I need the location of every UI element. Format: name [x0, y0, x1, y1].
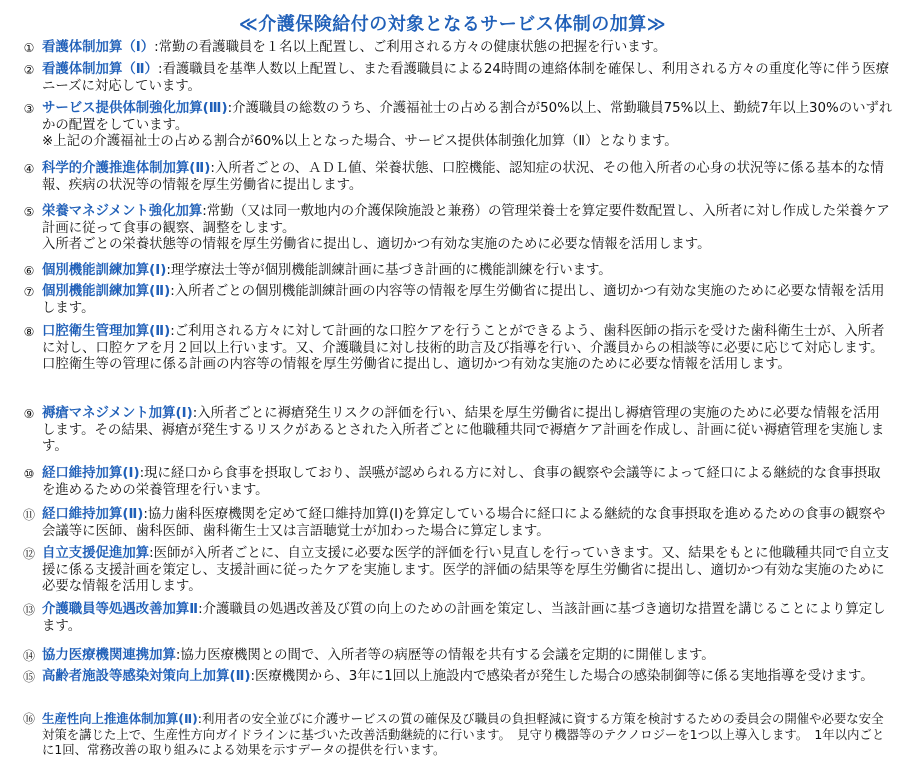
item-text: :現に経口から食事を摂取しており、誤嚥が認められる方に対し、食事の観察や会議等によって経口による継続的な食事摂取を進めるための栄養管理を行います。 — [42, 466, 881, 498]
list-item — [20, 101, 893, 151]
item-number: ⑧ — [23, 325, 35, 339]
list-item — [20, 284, 893, 317]
list-item — [20, 40, 893, 57]
item-number: ⑨ — [23, 407, 35, 421]
item-label: 看護体制加算（Ⅱ） — [42, 62, 158, 77]
item-label: 褥瘡マネジメント加算(Ⅰ) — [42, 406, 193, 421]
list-item — [20, 711, 893, 758]
item-extra: 入所者ごとの栄養状態等の情報を厚生労働省に提出し、適切かつ有効な実施のために必要な情報を活用します。 — [42, 237, 711, 252]
item-label: 看護体制加算（Ⅰ） — [42, 40, 155, 55]
item-label: 個別機能訓練加算(Ⅱ) — [42, 284, 171, 299]
list-item — [20, 62, 893, 95]
item-text: :常勤（又は同一敷地内の介護保険施設と兼務）の管理栄養士を算定要件数配置し、入所者に対し作成した栄養ケア計画に従って食事の観察、調整をします。 — [42, 204, 890, 236]
item-label: 高齢者施設等感染対策向上加算(Ⅱ) — [42, 669, 251, 684]
item-text: :利用者の安全並びに介護サービスの質の確保及び職員の負担軽減に資する方策を検討するための委員会の開催や必要な安全対策を講じた上で、生産性方向ガイドラインに基づいた改善活動継続的に行います。 見守り機器等のテクノロジーを1つ以上導入します。 1年以内ごとに1回、常務改善の取り組みによる効果を示すデータの提供を行います。 — [42, 711, 885, 757]
item-text: :理学療法士等が個別機能訓練計画に基づき計画的に機能訓練を行います。 — [166, 263, 612, 278]
item-text: :医師が入所者ごとに、自立支援に必要な医学的評価を行い見直しを行っていきます。又、結果をもとに他職種共同で自立支援に係る支援計画を策定し、支援計画に従ったケアを実施します。医学的評価の結果等を厚生労働省に提出し、適切かつ有効な実施のために必要な情報を活用します。 — [42, 546, 890, 594]
list-item — [20, 546, 893, 596]
list-item — [20, 406, 893, 456]
item-text: :看護職員を基準人数以上配置し、また看護職員による24時間の連絡体制を確保し、利用される方々の重度化等に伴う医療ニーズに対応しています。 — [42, 62, 890, 94]
item-label: 協力医療機関連携加算 — [42, 648, 176, 663]
item-number: ⑥ — [23, 264, 35, 278]
item-label: 自立支援促進加算 — [42, 546, 150, 561]
item-number: ⑬ — [22, 603, 35, 617]
item-label: 口腔衛生管理加算(Ⅱ) — [42, 324, 171, 339]
item-label: 個別機能訓練加算(Ⅰ) — [42, 263, 167, 278]
item-number: ⑪ — [22, 508, 35, 522]
item-number: ③ — [23, 102, 35, 116]
item-text: :入所者ごとに褥瘡発生リスクの評価を行い、結果を厚生労働省に提出し褥瘡管理の実施のために必要な情報を活用します。その結果、褥瘡が発生するリスクがあるとされた入所者ごとに他職種共同で褥瘡ケア計画を作成し、計画に従い褥瘡管理を実施します。 — [42, 406, 885, 454]
item-text: :入所者ごとの、ＡＤＬ値、栄養状態、口腔機能、認知症の状況、その他入所者の心身の状況等に係る基本的な情報、疾病の状況等の情報を厚生労働省に提出します。 — [42, 161, 884, 193]
list-item — [20, 507, 893, 540]
item-number: ⑫ — [22, 547, 35, 561]
list-item — [20, 466, 893, 499]
list-item — [20, 324, 893, 374]
item-number: ⑩ — [23, 467, 35, 481]
item-number: ⑮ — [22, 670, 35, 684]
item-number: ④ — [23, 162, 35, 176]
page-title: ≪介護保険給付の対象となるサービス体制の加算≫ — [238, 14, 667, 35]
list-item — [20, 669, 893, 686]
item-text: :ご利用される方々に対して計画的な口腔ケアを行うことができるよう、歯科医師の指示を受けた歯科衛生士が、入所者に対し、口腔ケアを月２回以上行います。又、介護職員に対し技術的助言及び指導を行い、介護員からの相談等に必要に応じて対応します。口腔衛生等の管理に係る計画の内容等の情報を厚生労働省に提出し、適切かつ有効な実施のために必要な情報を活用します。 — [42, 324, 885, 372]
item-text: :介護職員の総数のうち、介護福祉士の占める割合が50%以上、常勤職員75%以上、勤続7年以上30%のいずれかの配置をしています。 — [42, 101, 893, 133]
item-label: 介護職員等処遇改善加算Ⅱ — [42, 602, 199, 617]
list-item — [20, 161, 893, 194]
list-item — [20, 263, 893, 280]
item-text: :入所者ごとの個別機能訓練計画の内容等の情報を厚生労働省に提出し、適切かつ有効な実施のために必要な情報を活用します。 — [42, 284, 885, 316]
item-label: 経口維持加算(Ⅱ) — [42, 507, 144, 522]
item-label: 経口維持加算(Ⅰ) — [42, 466, 140, 481]
item-label: 生産性向上推進体制加算(Ⅱ) — [42, 711, 198, 726]
item-text: :協力医療機関との間で、入所者等の病歴等の情報を共有する会議を定期的に開催します。 — [175, 648, 715, 663]
item-label: 科学的介護推進体制加算(Ⅱ) — [42, 161, 211, 176]
item-number: ② — [23, 63, 35, 77]
item-number: ⑤ — [23, 205, 35, 219]
list-item — [20, 602, 893, 635]
item-text: :医療機関から、3年に1回以上施設内で感染者が発生した場合の感染制御等に係る実地指導を受けます。 — [250, 669, 874, 684]
item-text: :介護職員の処遇改善及び質の向上のための計画を策定し、当該計画に基づき適切な措置を講じることにより算定します。 — [42, 602, 886, 634]
list-item — [20, 648, 893, 665]
item-label: 栄養マネジメント強化加算 — [42, 204, 203, 219]
item-number: ⑯ — [22, 712, 35, 726]
list-item — [20, 204, 893, 254]
item-number: ⑭ — [22, 649, 35, 663]
item-label: サービス提供体制強化加算(Ⅲ) — [42, 101, 228, 116]
item-number: ① — [23, 41, 35, 55]
item-number: ⑦ — [23, 285, 35, 299]
item-text: :協力歯科医療機関を定めて経口維持加算(Ⅰ)を算定している場合に経口による継続的な食事摂取を進めるための食事の観察や会議等に医師、歯科医師、歯科衛生士又は言語聴覚士が加わった場合に算定します。 — [42, 507, 886, 539]
item-note: ※上記の介護福祉士の占める割合が60%以上となった場合、サービス提供体制強化加算（Ⅱ）となります。 — [42, 134, 678, 149]
item-text: :常勤の看護職員を１名以上配置し、ご利用される方々の健康状態の把握を行います。 — [154, 40, 667, 55]
